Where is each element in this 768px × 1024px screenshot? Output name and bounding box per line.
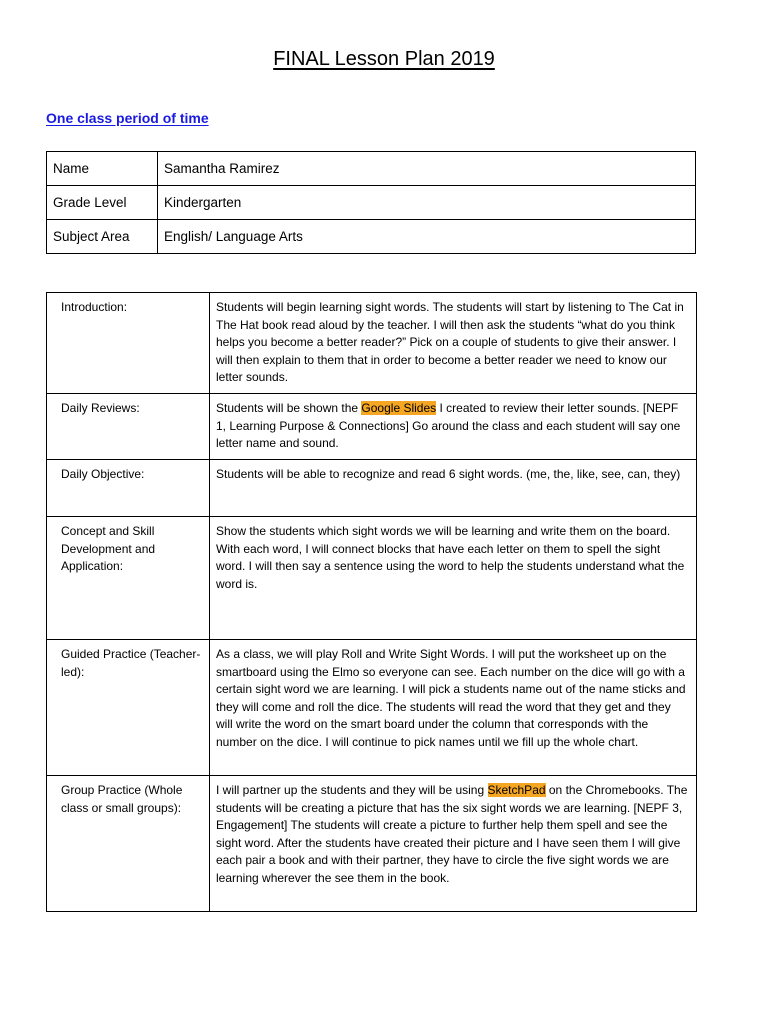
name-label: Name bbox=[47, 152, 158, 186]
row-daily-reviews bbox=[47, 394, 697, 460]
lesson-plan-table bbox=[46, 292, 697, 912]
info-row-name bbox=[47, 152, 696, 186]
name-value: Samantha Ramirez bbox=[158, 152, 696, 186]
group-practice-pre: I will partner up the students and they will be using bbox=[216, 783, 488, 797]
row-concept bbox=[47, 517, 697, 640]
grade-value: Kindergarten bbox=[158, 186, 696, 220]
daily-reviews-post: I created to review their letter sounds. [NEPF 1, Learning Purpose & Connections] Go around the class and each student will say one letter name and sound. bbox=[216, 401, 681, 450]
daily-objective-label: Daily Objective: bbox=[47, 460, 210, 517]
row-guided-practice bbox=[47, 640, 697, 776]
introduction-label: Introduction: bbox=[47, 293, 210, 394]
info-table bbox=[46, 151, 696, 254]
concept-text: Show the students which sight words we will be learning and write them on the board. With each word, I will connect blocks that have each letter on them to spell the sight word. I will then say a sentence using the word to help the students understand what the word is. bbox=[210, 517, 697, 640]
info-row-grade bbox=[47, 186, 696, 220]
subtitle-link[interactable]: One class period of time bbox=[46, 110, 209, 126]
google-slides-highlight: Google Slides bbox=[361, 401, 437, 415]
subject-value: English/ Language Arts bbox=[158, 220, 696, 254]
grade-label: Grade Level bbox=[47, 186, 158, 220]
concept-label: Concept and Skill Development and Application: bbox=[47, 517, 210, 640]
row-group-practice bbox=[47, 776, 697, 912]
daily-reviews-pre: Students will be shown the bbox=[216, 401, 362, 415]
group-practice-label: Group Practice (Whole class or small groups): bbox=[47, 776, 210, 912]
daily-reviews-text bbox=[210, 394, 697, 460]
daily-reviews-label: Daily Reviews: bbox=[47, 394, 210, 460]
info-row-subject bbox=[47, 220, 696, 254]
subject-label: Subject Area bbox=[47, 220, 158, 254]
daily-objective-text: Students will be able to recognize and read 6 sight words. (me, the, like, see, can, they) bbox=[210, 460, 697, 517]
sketchpad-highlight: SketchPad bbox=[487, 783, 546, 797]
row-daily-objective bbox=[47, 460, 697, 517]
group-practice-post: on the Chromebooks. The students will be creating a picture that has the six sight words we are learning. [NEPF 3, Engagement] The students will create a picture to further help them spell and see the sight word. After the students have created their picture and I have seen them I will give each pair a book and with their partner, they have to circle the five sight words we are learning wherever the see them in the book. bbox=[216, 783, 688, 885]
introduction-text: Students will begin learning sight words. The students will start by listening to The Cat in The Hat book read aloud by the teacher. I will then ask the students “what do you think helps you become a better reader?” Pick on a couple of students to give their answer. I will then explain to them that in order to become a better reader we need to know our letter sounds. bbox=[210, 293, 697, 394]
guided-practice-text: As a class, we will play Roll and Write Sight Words. I will put the worksheet up on the smartboard using the Elmo so everyone can see. Each number on the dice will go with a certain sight word we are learning. I will pick a students name out of the name sticks and they will come and roll the dice. The students will read the word that they get and they will write the word on the smart board under the column that corresponds with the number on the dice. I will continue to pick names until we fill up the whole chart. bbox=[210, 640, 697, 776]
row-introduction bbox=[47, 293, 697, 394]
group-practice-text bbox=[210, 776, 697, 912]
document-title: FINAL Lesson Plan 2019 bbox=[273, 48, 495, 70]
guided-practice-label: Guided Practice (Teacher-led): bbox=[47, 640, 210, 776]
